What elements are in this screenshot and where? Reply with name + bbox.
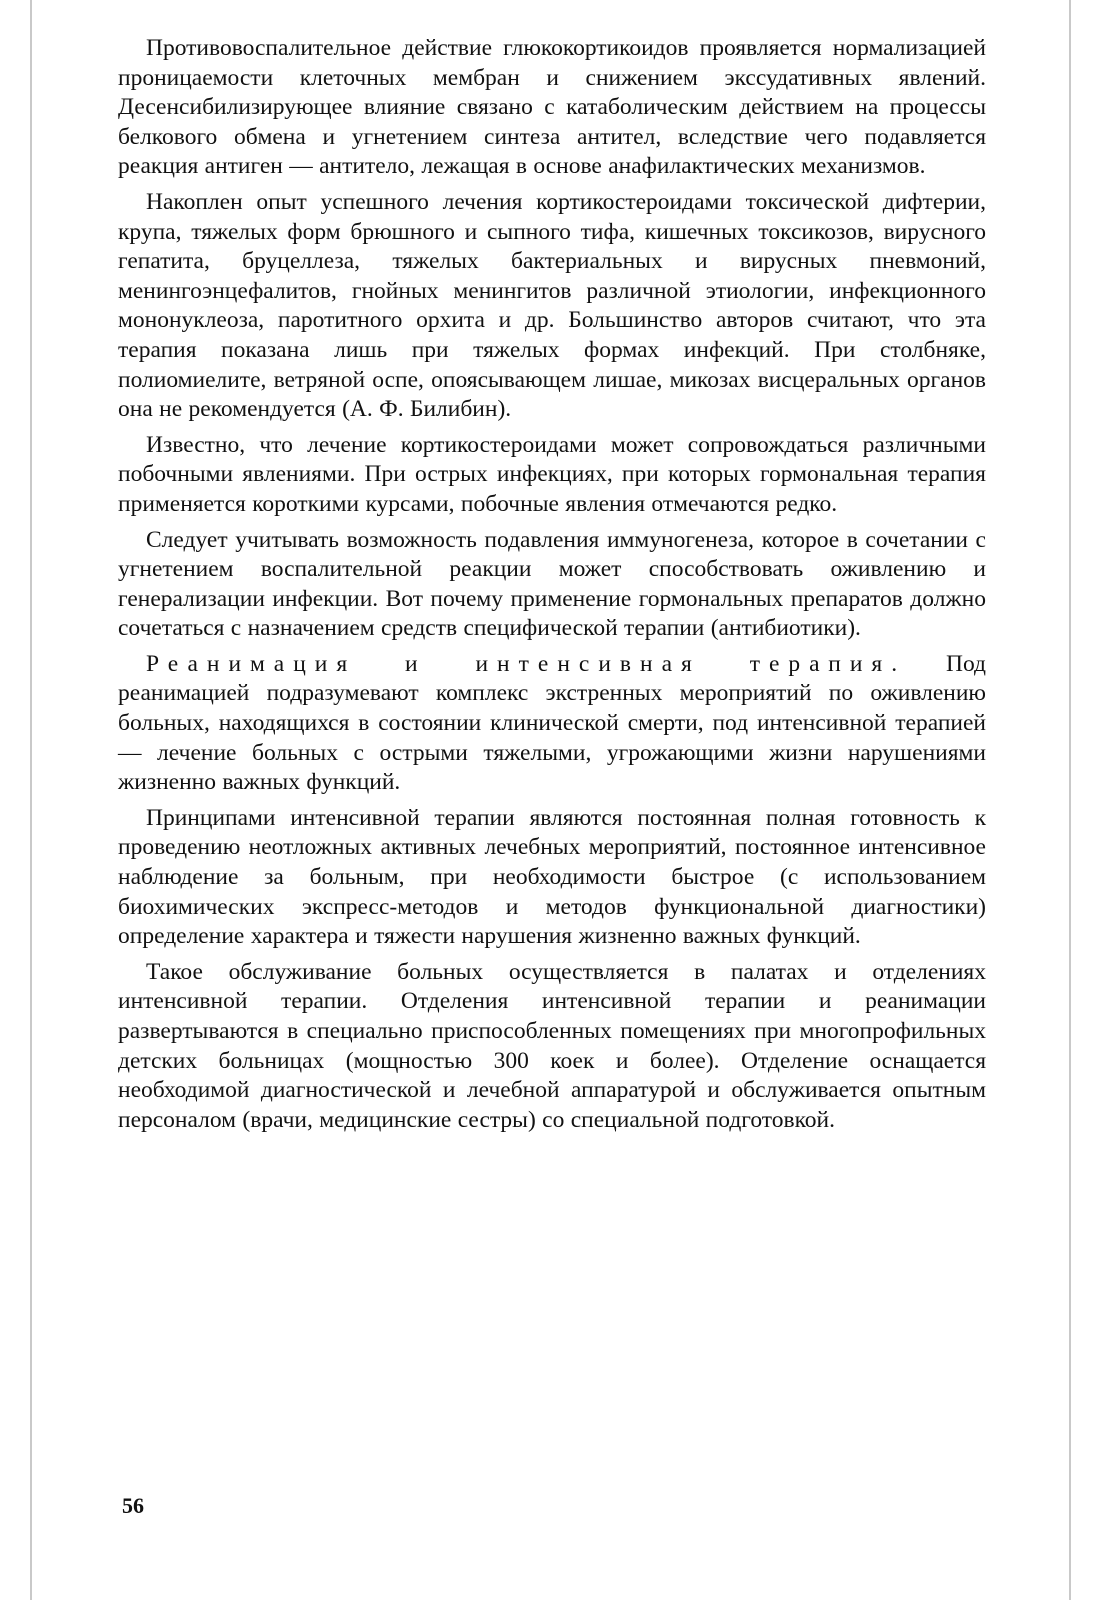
section-text: Под реанимацией подразумевают комплекс экстренных мероприятий по оживлению больных, находящихся в состоянии клинической смерти, под интенсивной терапией — лечение больных с острыми тяжелыми, угрожающими жизни нарушениями жизненно важных функций.	[118, 650, 986, 796]
page-number: 56	[122, 1493, 144, 1518]
scan-edge-right	[1069, 0, 1071, 1600]
paragraph-immunogenesis: Следует учитывать возможность подавления иммуногенеза, которое в сочетании с угнетением воспалительной реакции может способствовать оживлению и генерализации инфекции. Вот почему применение гормональных препаратов должно сочетаться с назначением средств специфической терапии (антибиотики).	[118, 526, 986, 642]
section-heading: Реанимация и интенсивная терапия.	[146, 650, 907, 677]
paragraph-side-effects: Известно, что лечение кортикостероидами может сопровождаться различными побочными явлениями. При острых инфекциях, при которых гормональная терапия применяется короткими курсами, побочные явления отмечаются редко.	[118, 431, 986, 517]
paragraph-resuscitation	[118, 650, 986, 798]
paragraph-glucocorticoid-action: Противовоспалительное действие глюкокортикоидов проявляется нормализацией проницаемости клеточных мембран и снижением экссудативных явлений. Десенсибилизирующее влияние связано с катаболическим действием на процессы белкового обмена и угнетением синтеза антител, вследствие чего подавляется реакция антиген — антитело, лежащая в основе анафилактических механизмов.	[118, 35, 986, 180]
paragraph-intensive-care-principles: Принципами интенсивной терапии являются постоянная полная готовность к проведению неотложных активных лечебных мероприятий, постоянное интенсивное наблюдение за больным, при необходимости быстрое (с использованием биохимических экспресс-методов и методов функциональной диагностики) определение характера и тяжести нарушения жизненно важных функций.	[118, 804, 986, 950]
page-body	[118, 34, 986, 1141]
paragraph-corticosteroid-experience: Накоплен опыт успешного лечения кортикостероидами токсической дифтерии, крупа, тяжелых форм брюшного и сыпного тифа, кишечных токсикозов, вирусного гепатита, бруцеллеза, тяжелых бактериальных и вирусных пневмоний, менингоэнцефалитов, гнойных менингитов различной этиологии, инфекционного мононуклеоза, паротитного орхита и др. Большинство авторов считают, что эта терапия показана лишь при тяжелых формах инфекций. При столбняке, полиомиелите, ветряной оспе, опоясывающем лишае, микозах висцеральных органов она не рекомендуется (А. Ф. Билибин).	[118, 188, 986, 423]
paragraph-intensive-care-units: Такое обслуживание больных осуществляется в палатах и отделениях интенсивной терапии. Отделения интенсивной терапии и реанимации развертываются в специально приспособленных помещениях при многопрофильных детских больницах (мощностью 300 коек и более). Отделение оснащается необходимой диагностической и лечебной аппаратурой и обслуживается опытным персоналом (врачи, медицинские сестры) со специальной подготовкой.	[118, 958, 986, 1133]
scan-edge-left	[30, 0, 32, 1600]
